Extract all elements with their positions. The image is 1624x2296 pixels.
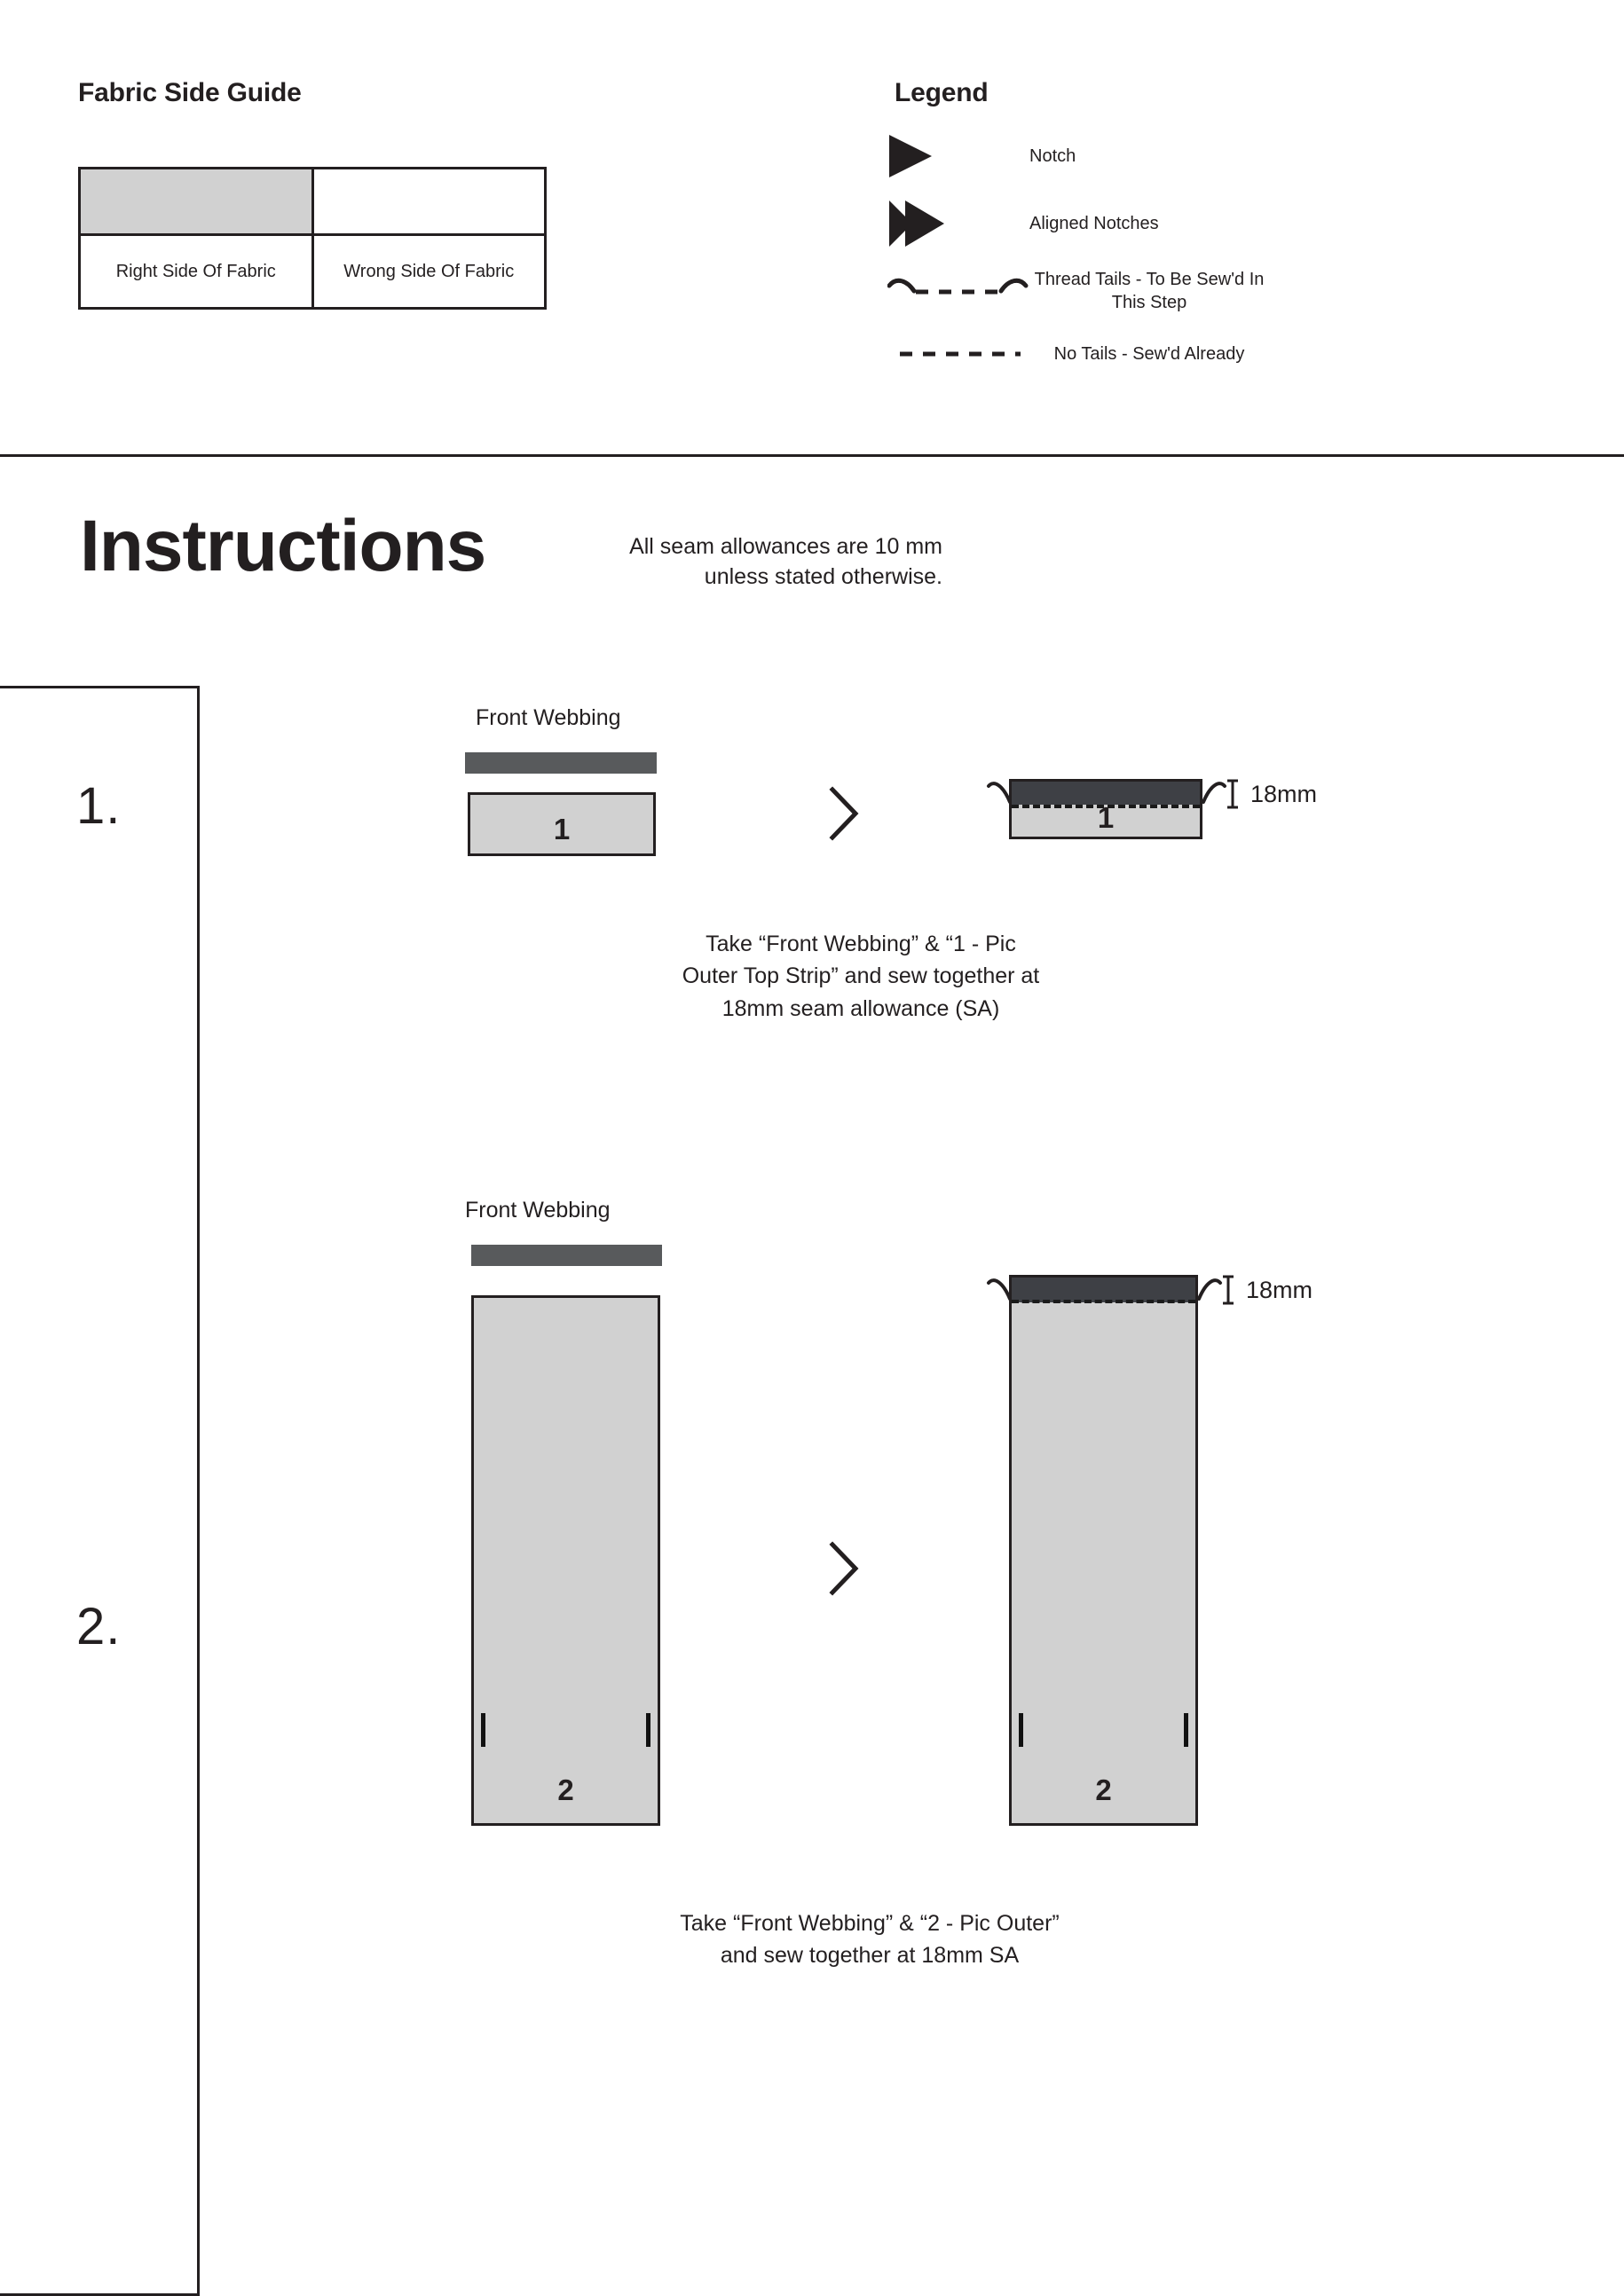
step-1-caption-line-1: Take “Front Webbing” & “1 - Pic: [706, 932, 1016, 956]
step-2-measurement-label: 18mm: [1246, 1276, 1313, 1303]
legend-label-thread-tails: Thread Tails - To Be Sew'd In This Step: [1034, 270, 1265, 312]
seam-note-line-1: All seam allowances are 10 mm: [629, 534, 942, 559]
step-2-caption-line-2: and sew together at 18mm SA: [720, 1943, 1020, 1969]
step-2-front-webbing-strip: [471, 1245, 662, 1266]
legend-item-notch: [887, 133, 1384, 179]
step-2-stitch-line: [1012, 1300, 1195, 1303]
step-2-caption: [550, 1907, 1189, 1972]
no-tails-dashed-line-icon: [887, 345, 1029, 363]
step-1-joined-piece: [1009, 779, 1202, 839]
step-1-fabric-piece-before: [468, 792, 656, 856]
step-1-webbing-label: Front Webbing: [476, 705, 621, 730]
step-2-sewn-webbing-band: [1012, 1278, 1195, 1302]
step-2-notch-right-before: [646, 1713, 650, 1747]
fabric-side-guide-table: [78, 167, 547, 310]
thread-tails-dashed-wave-icon: [887, 273, 1029, 309]
step-2-chevron-right-icon: [827, 1541, 863, 1596]
step-1-chevron-right-icon: [827, 786, 863, 841]
legend-label-no-tails: No Tails - Sew'd Already: [1053, 344, 1245, 364]
wrong-side-label: Wrong Side Of Fabric: [312, 235, 546, 309]
step-1-thread-tail-left-icon: [987, 781, 1017, 816]
right-side-label: Right Side Of Fabric: [80, 235, 313, 309]
step-1-piece-number-after: 1: [1097, 801, 1115, 834]
step-number-column: [0, 686, 200, 2296]
legend-list: [887, 133, 1384, 394]
step-1-front-webbing-strip: [465, 752, 657, 774]
legend-item-no-tails: [887, 334, 1384, 374]
section-divider: [0, 454, 1624, 457]
aligned-notches-double-triangle-icon: [887, 199, 1029, 248]
step-2-notch-right-after: [1184, 1713, 1188, 1747]
legend-item-thread-tails: [887, 268, 1384, 314]
step-1-thread-tail-right-icon: [1196, 781, 1226, 816]
legend-label-aligned-notches: Aligned Notches: [1029, 214, 1159, 233]
step-2-piece-number-after: 2: [1095, 1773, 1112, 1806]
step-1-caption-line-3: 18mm seam allowance (SA): [721, 995, 1000, 1021]
step-2-measurement: [1221, 1275, 1313, 1305]
page-title: Instructions: [80, 506, 486, 586]
step-number-2: 2.: [76, 1598, 122, 1655]
step-1-piece-number-before: 1: [553, 813, 571, 845]
notch-triangle-icon: [887, 133, 1029, 179]
step-1-measurement-label: 18mm: [1250, 780, 1318, 807]
right-side-swatch: [80, 169, 313, 235]
step-1-measurement: [1226, 779, 1317, 809]
step-1-caption: [586, 928, 1136, 1025]
step-2-caption-line-1: Take “Front Webbing” & “2 - Pic Outer”: [680, 1911, 1060, 1936]
step-2-joined-piece: [1009, 1275, 1198, 1826]
legend-title: Legend: [895, 78, 989, 107]
step-2-notch-left-after: [1019, 1713, 1023, 1747]
step-2-piece-number-before: 2: [557, 1773, 574, 1806]
legend-label-notch: Notch: [1029, 146, 1076, 166]
i-beam-measure-icon: [1226, 779, 1240, 809]
fabric-side-guide-title: Fabric Side Guide: [78, 78, 302, 107]
seam-note-line-2: unless stated otherwise.: [704, 563, 942, 589]
step-2-fabric-piece-before: [471, 1295, 660, 1826]
step-1-caption-line-2: Outer Top Strip” and sew together at: [682, 963, 1040, 989]
step-2-webbing-label: Front Webbing: [465, 1198, 611, 1223]
i-beam-measure-icon: [1221, 1275, 1235, 1305]
step-2-notch-left-before: [481, 1713, 485, 1747]
legend-item-aligned-notches: [887, 199, 1384, 248]
step-number-1: 1.: [76, 777, 122, 835]
wrong-side-swatch: [312, 169, 546, 235]
step-2-thread-tail-right-icon: [1192, 1278, 1222, 1313]
step-2-thread-tail-left-icon: [987, 1278, 1017, 1313]
